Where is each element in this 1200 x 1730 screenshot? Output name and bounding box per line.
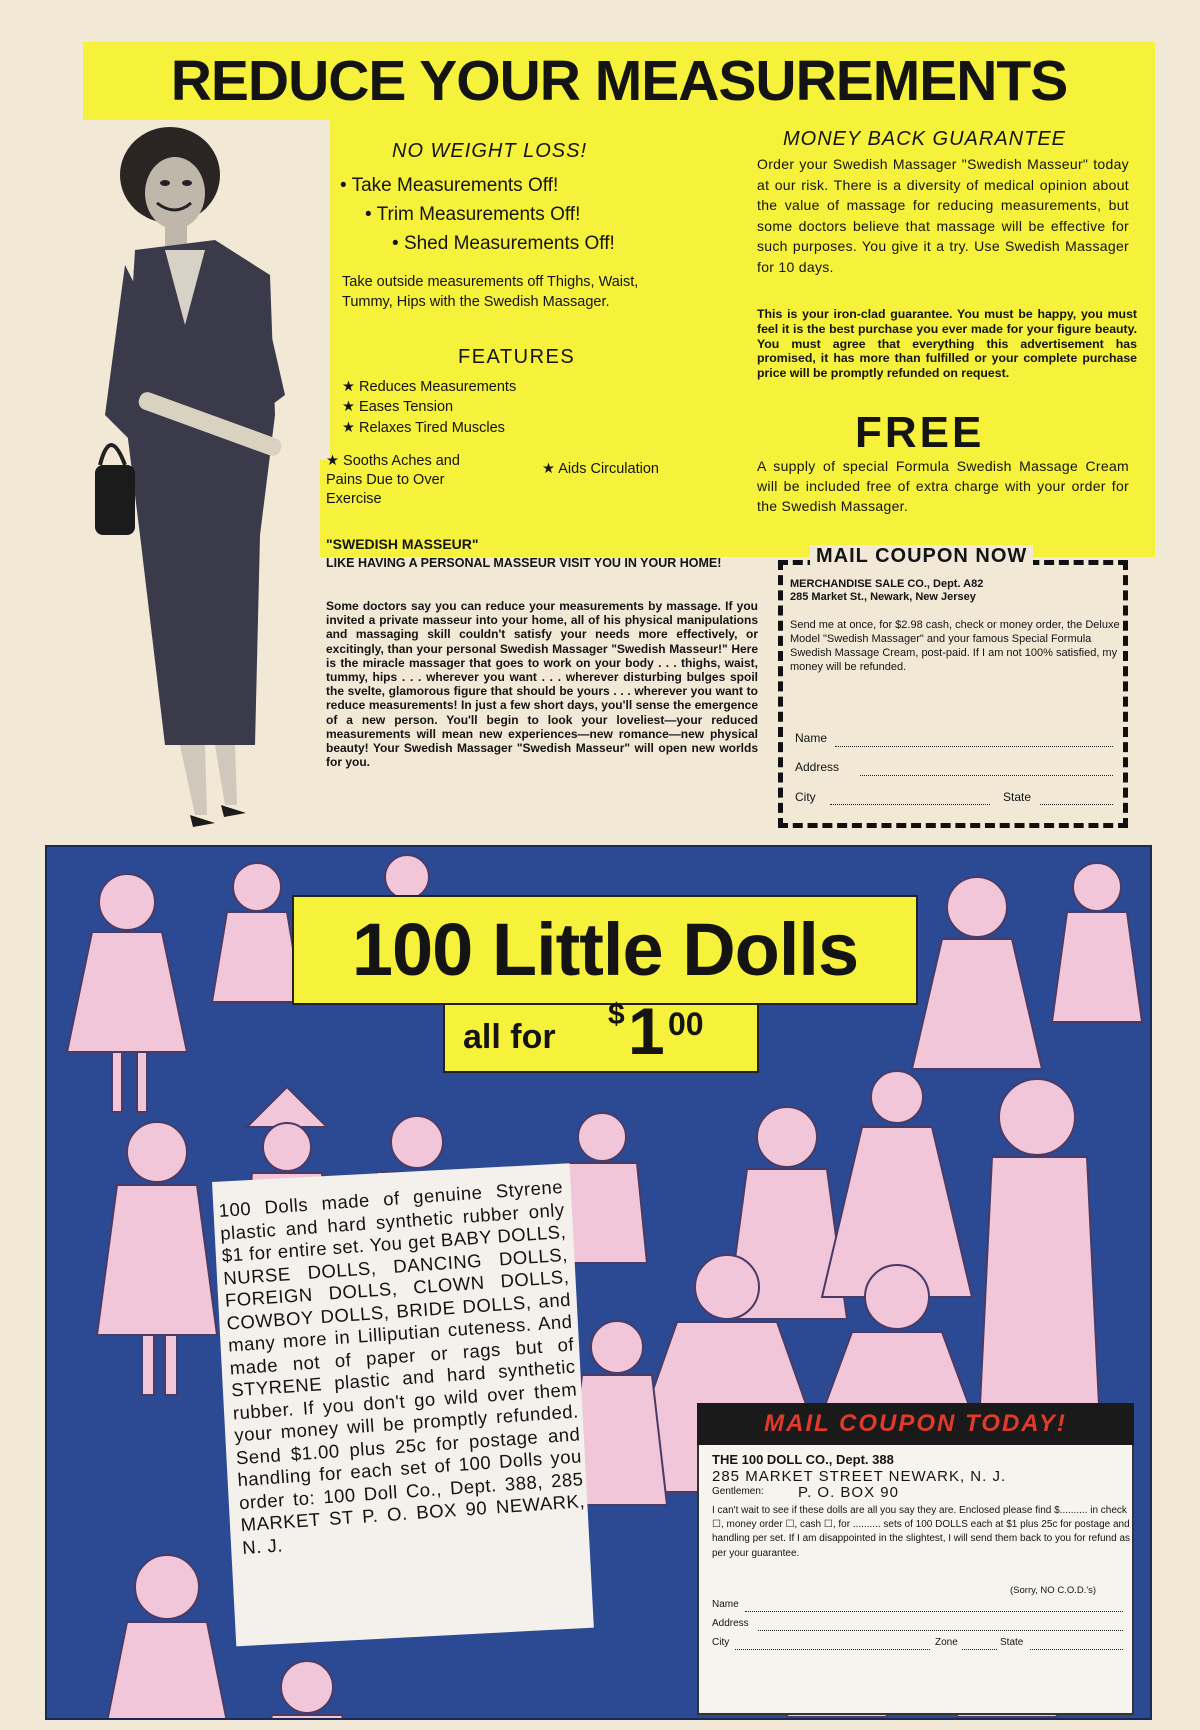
bullet-shed-off: • Shed Measurements Off! [392, 233, 615, 254]
coupon-dolls-gentlemen: Gentlemen: [712, 1486, 764, 1497]
free-body: A supply of special Formula Swedish Massage Cream will be included free of extra charge with your order for the Swedish Massager. [757, 458, 1129, 514]
feature-text: Eases Tension [359, 399, 454, 415]
coupon-dolls-state-label: State [1000, 1637, 1024, 1648]
coupon-dolls-po-box: P. O. BOX 90 [798, 1484, 899, 1501]
feature-text: Reduces Measurements [359, 379, 517, 395]
product-description: Take outside measurements off Thighs, Waist, Tummy, Hips with the Swedish Massager. [342, 274, 639, 310]
bullet-text: Take Measurements Off! [351, 175, 559, 196]
doll-figure [1052, 863, 1142, 1022]
woman-with-massager-image [95, 115, 330, 835]
bullet-take-off: • Take Measurements Off! [340, 175, 559, 196]
coupon-dolls-state-field[interactable] [1030, 1649, 1123, 1650]
coupon-dolls-body: I can't wait to see if these dolls are all you say they are. Enclosed please find $.......... in check ☐, money order ☐, cash ☐, for .......... sets of 100 DOLLS each at $1 plus 25c for postage and handling per set. If I am disappointed in the slightest, I will send them back to you for refund as per your guarantee. [712, 1505, 1131, 1559]
bullet-text: Shed Measurements Off! [403, 233, 615, 254]
coupon-company: MERCHANDISE SALE CO., Dept. A82 [790, 578, 984, 590]
star-icon: ★ [342, 420, 355, 436]
ad1-headline: REDUCE YOUR MEASUREMENTS [83, 42, 1155, 120]
coupon-address-label: Address [795, 760, 840, 774]
coupon-dolls-heading: MAIL COUPON TODAY! [697, 1403, 1134, 1445]
coupon-dolls-name-label: Name [712, 1599, 739, 1610]
doll-figure [822, 1071, 972, 1297]
feature-item [326, 452, 466, 509]
doll-figure [107, 1555, 227, 1720]
feature-text: Aids Circulation [558, 461, 659, 477]
coupon-title: MAIL COUPON NOW [810, 545, 1033, 568]
feature-item [342, 399, 453, 415]
coupon-name-field[interactable] [835, 746, 1113, 747]
doll-figure [912, 877, 1042, 1069]
free-heading: FREE [855, 408, 985, 457]
doll-figure [267, 1661, 347, 1720]
bullet-text: Trim Measurements Off! [376, 204, 581, 225]
price-cents: 00 [668, 1006, 704, 1042]
star-icon: ★ [326, 453, 339, 469]
coupon-body: Send me at once, for $2.98 cash, check or money order, the Deluxe Model "Swedish Massager" and your famous Special Formula Swedish Massage Cream, post-paid. If I am not 100% satisfied, my money will be refunded. [790, 619, 1120, 673]
feature-item [342, 420, 505, 436]
doll-figure [97, 1122, 217, 1395]
coupon-address: 285 Market St., Newark, New Jersey [790, 591, 976, 603]
dolls-title: 100 Little Dolls [351, 908, 859, 991]
coupon-dolls-zone-field[interactable] [962, 1649, 997, 1650]
coupon-name-label: Name [795, 731, 828, 745]
guarantee-heading: MONEY BACK GUARANTEE [783, 128, 1067, 150]
price-dollar-sign: $ [608, 998, 625, 1031]
feature-text: Sooths Aches and Pains Due to Over Exercise [326, 453, 460, 507]
features-heading: FEATURES [458, 346, 576, 368]
coupon-city-label: City [795, 790, 816, 804]
doll-figure [67, 874, 187, 1112]
guarantee-body: Order your Swedish Massager "Swedish Masseur" today at our risk. There is a diversity of medical opinion about the value of massage for reducing measurements, but some doctors believe that massage will be effective for such purposes. You give it a try. Use Swedish Massager for 10 days. [757, 156, 1129, 275]
feature-text: Relaxes Tired Muscles [359, 420, 505, 436]
coupon-dolls-address-field[interactable] [758, 1630, 1123, 1631]
coupon-state-label: State [1003, 790, 1032, 804]
coupon-dolls-address-label: Address [712, 1618, 749, 1629]
star-icon: ★ [342, 379, 355, 395]
masseur-body: Some doctors say you can reduce your measurements by massage. If you invited a private masseur into your home, all of his physical manipulations and massaging skill couldn't satisfy your needs more effectively, or excitingly, than your personal Swedish Massager "Swedish Masseur!" Here is the miracle massager that goes to work on your body . . . thighs, waist, tummy, hips . . . wherever you want . . . wherever disturbing bulges spoil the svelte, glamorous figure that should be yours . . . wherever you want to reduce measurements! In just a few short days, you'll sense the emergence of a new person. You'll begin to look your loveliest—your reduced measurements will mean new experiences—new romance—new physical beauty! Your Swedish Massager "Swedish Masseur" will open new worlds for you. [326, 599, 758, 770]
coupon-dolls-zone-label: Zone [935, 1637, 958, 1648]
guarantee-bold: This is your iron-clad guarantee. You must be happy, you must feel it is the best purchase you ever made for your figure beauty. You must agree that everything this advertisement has promised, it has more than fulfilled or your complete purchase price will be promptly refunded on request. [757, 307, 1137, 381]
star-icon: ★ [342, 399, 355, 415]
doll-figure [212, 863, 302, 1002]
coupon-address-field[interactable] [860, 775, 1113, 776]
coupon-dolls-company: THE 100 DOLL CO., Dept. 388 [712, 1452, 894, 1467]
feature-item [542, 460, 672, 479]
bullet-trim-off: • Trim Measurements Off! [365, 204, 581, 225]
coupon-dolls-no-cod: (Sorry, NO C.O.D.'s) [1010, 1585, 1097, 1596]
masseur-title: "SWEDISH MASSEUR" [326, 536, 479, 552]
price-dollars: 1 [628, 994, 665, 1068]
coupon-dolls-city-field[interactable] [735, 1649, 930, 1650]
feature-item [342, 379, 516, 395]
coupon-dolls-name-field[interactable] [745, 1611, 1123, 1612]
no-weight-loss-text: NO WEIGHT LOSS! [392, 140, 588, 162]
star-icon: ★ [542, 461, 555, 477]
coupon-dolls-city-label: City [712, 1637, 730, 1648]
dolls-description: 100 Dolls made of genuine Styrene plastic and hard synthetic rubber only $1 for entire set. You get BABY DOLLS, NURSE DOLLS, DANCING DOLLS, FOREIGN DOLLS, CLOWN DOLLS, COWBOY DOLLS, BRIDE DOLLS, and many more in Lilliputian cuteness. And made not of paper or rags but of STYRENE plastic and hard synthetic rubber. If you don't go wild over them your money will be promptly refunded. Send $1.00 plus 25c for postage and handling for each set of 100 Dolls you order to: 100 Doll Co., Dept. 388, 285 MARKET ST P. O. BOX 90 NEWARK, N. J. [218, 1175, 586, 1558]
coupon-state-field[interactable] [1040, 804, 1113, 805]
coupon-city-field[interactable] [830, 804, 990, 805]
price-all-for: all for [463, 1018, 556, 1056]
masseur-subtitle: LIKE HAVING A PERSONAL MASSEUR VISIT YOU IN YOUR HOME! [326, 556, 722, 570]
coupon-dolls-address: 285 MARKET STREET NEWARK, N. J. [712, 1468, 1007, 1485]
